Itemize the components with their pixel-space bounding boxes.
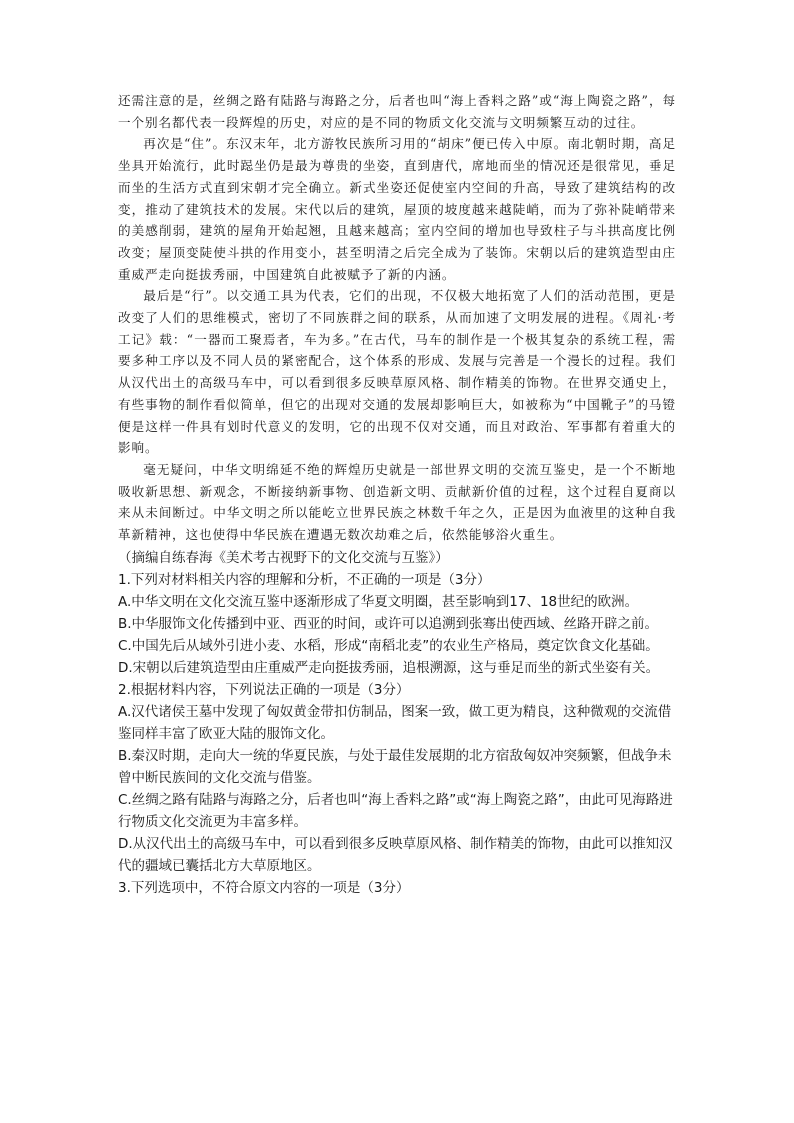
questions-section (118, 547, 676, 899)
option-d: D.宋朝以后建筑造型由庄重威严走向挺拔秀丽，追根溯源，这与垂足而坐的新式坐姿有关。 (118, 659, 660, 676)
passage-paragraph-silk-road: 还需注意的是，丝绸之路有陆路与海路之分，后者也叫“海上香料之路”或“海上陶瓷之路”，每一个别名都代表一段辉煌的历史，对应的是不同的物质文化交流与文明频繁互动的过往。 (118, 93, 676, 130)
passage-paragraph-travel: 最后是“行”。以交通工具为代表，它们的出现，不仅极大地拓宽了人们的活动范围，更是改变了人们的思维模式，密切了不同族群之间的联系，从而加速了文明发展的进程。《周礼·考工记》载：“一器而工聚焉者，车为多。”在古代，马车的制作是一个极其复杂的系统工程，需要多种工序以及不同人员的紧密配合，这个体系的形成、发展与完善是一个漫长的过程。我们从汉代出土的高级马车中，可以看到很多反映草原风格、制作精美的饰物。在世界交通史上，有些事物的制作看似简单，但它的出现对交通的发展却影响巨大，如被称为“中国靴子”的马镫便是这样一件具有划时代意义的发明，它的出现不仅对交通，而且对政治、军事都有着重大的影响。 (118, 288, 676, 456)
question-2 (118, 679, 676, 877)
question-3 (118, 877, 676, 899)
passage-paragraph-conclusion: 毫无疑问，中华文明绵延不绝的辉煌历史就是一部世界文明的交流互鉴史，是一个不断地吸收新思想、新观念，不断接纳新事物、创造新文明、贡献新价值的过程，这个过程自夏商以来从未间断过。中华文明之所以能屹立世界民族之林数千年之久，正是因为血液里的这种自我革新精神，这也使得中华民族在遭遇无数次劫难之后，依然能够浴火重生。 (118, 461, 676, 543)
option-c: C.中国先后从域外引进小麦、水稻，形成“南稻北麦”的农业生产格局，奠定饮食文化基础。 (118, 637, 659, 654)
option-c: C.丝绸之路有陆路与海路之分，后者也叫“海上香料之路”或“海上陶瓷之路”，由此可见海路进行物质文化交流更为丰富多样。 (118, 791, 673, 830)
question-stem: 2.根据材料内容，下列说法正确的一项是（3分） (118, 681, 410, 698)
option-b: B.秦汉时期，走向大一统的华夏民族，与处于最佳发展期的北方宿敌匈奴冲突频繁，但战争未曾中断民族间的文化交流与借鉴。 (118, 747, 672, 786)
option-a: A.中华文明在文化交流互鉴中逐渐形成了华夏文明圈，甚至影响到17、18世纪的欧洲。 (118, 593, 639, 610)
option-a: A.汉代诸侯王墓中发现了匈奴黄金带扣仿制品，图案一致，做工更为精良，这种微观的交流借鉴同样丰富了欧亚大陆的服饰文化。 (118, 703, 672, 742)
question-stem: 1.下列对材料相关内容的理解和分析，不正确的一项是（3分） (118, 571, 491, 588)
reading-passage (118, 90, 676, 546)
option-b: B.中华服饰文化传播到中亚、西亚的时间，或许可以追溯到张骞出使西域、丝路开辟之前。 (118, 615, 659, 632)
question-stem: 3.下列选项中，不符合原文内容的一项是（3分） (118, 879, 410, 896)
question-1 (118, 569, 676, 679)
option-d: D.从汉代出土的高级马车中，可以看到很多反映草原风格、制作精美的饰物，由此可以推知汉代的疆域已囊括北方大草原地区。 (118, 835, 673, 874)
source-citation: （摘编自练春海《美术考古视野下的文化交流与互鉴》） (118, 549, 449, 566)
passage-paragraph-living: 再次是“住”。东汉末年，北方游牧民族所习用的“胡床”便已传入中原。南北朝时期，高足坐具开始流行，此时跽坐仍是最为尊贵的坐姿，直到唐代，席地而坐的情况还是很常见，垂足而坐的生活方式直到宋朝才完全确立。新式坐姿还促使室内空间的升高，导致了建筑结构的改变，推动了建筑技术的发展。宋代以后的建筑，屋顶的坡度越来越陡峭，而为了弥补陡峭带来的美感削弱，建筑的屋角开始起翘，且越来越高；室内空间的增加也导致柱子与斗拱高度比例改变；屋顶变陡使斗拱的作用变小，甚至明清之后完全成为了装饰。宋朝以后的建筑造型由庄重威严走向挺拔秀丽，中国建筑自此被赋予了新的内涵。 (118, 136, 676, 282)
